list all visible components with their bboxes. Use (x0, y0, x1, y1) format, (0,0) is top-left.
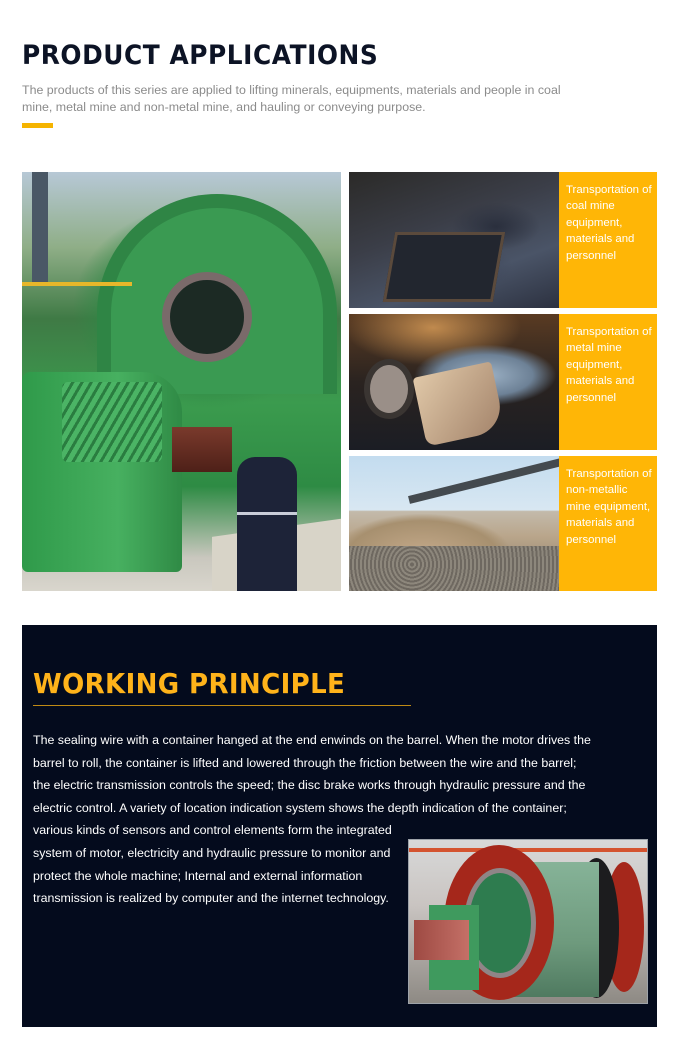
ceiling-beam (409, 848, 648, 852)
mine-cart (383, 232, 505, 302)
section-title: WORKING PRINCIPLE (33, 667, 346, 700)
tile-caption: Transportation of non-metallic mine equipment, materials and personnel (559, 456, 657, 591)
drive-shaft (172, 427, 232, 472)
hoist-machine-photo (408, 839, 648, 1004)
tile-caption: Transportation of coal mine equipment, materials and personnel (559, 172, 657, 308)
page-title: PRODUCT APPLICATIONS (22, 40, 379, 71)
drum-hub (162, 272, 252, 362)
accent-divider (22, 123, 53, 128)
conveyor-belt (408, 456, 559, 504)
brake-hub (414, 920, 469, 960)
loader-bucket (413, 361, 506, 446)
worker-figure (237, 457, 297, 591)
application-tile-metal (349, 314, 657, 450)
applications-intro: The products of this series are applied to lifting minerals, equipments, materials and people in coal mine, metal mine and non-metal mine, and hauling or conveying purpose. (22, 83, 561, 114)
motor-ribs (62, 382, 162, 462)
application-tile-coal (349, 172, 657, 308)
non-metallic-mine-photo (349, 456, 559, 591)
tile-caption: Transportation of metal mine equipment, materials and personnel (559, 314, 657, 450)
loader-wheel (364, 359, 414, 419)
hero-image-mine-hoist (22, 172, 341, 591)
worker-reflective-stripe (237, 512, 297, 515)
yellow-railing (22, 282, 132, 286)
working-principle-panel (22, 625, 657, 1027)
application-tile-non-metallic (349, 456, 657, 591)
principle-paragraph-narrow: various kinds of sensors and control elements form the integrated system of motor, electricity and hydraulic pressure to monitor and protect the whole machine; Internal and external information transmission is realized by computer and the internet technology. (33, 823, 392, 906)
principle-paragraph-wide: The sealing wire with a container hanged at the end enwinds on the barrel. When the motor drives the barrel to roll, the container is lifted and lowered through the friction between the wire and the barrel; the electric transmission controls the speed; the disc brake works through hydraulic pressure and the electric control. A variety of location indication system shows the depth indication of the container; (33, 733, 591, 815)
title-underline (33, 705, 411, 706)
metal-mine-photo (349, 314, 559, 450)
coal-mine-photo (349, 172, 559, 308)
steel-frame (32, 172, 48, 282)
gravel-pile (349, 546, 559, 591)
